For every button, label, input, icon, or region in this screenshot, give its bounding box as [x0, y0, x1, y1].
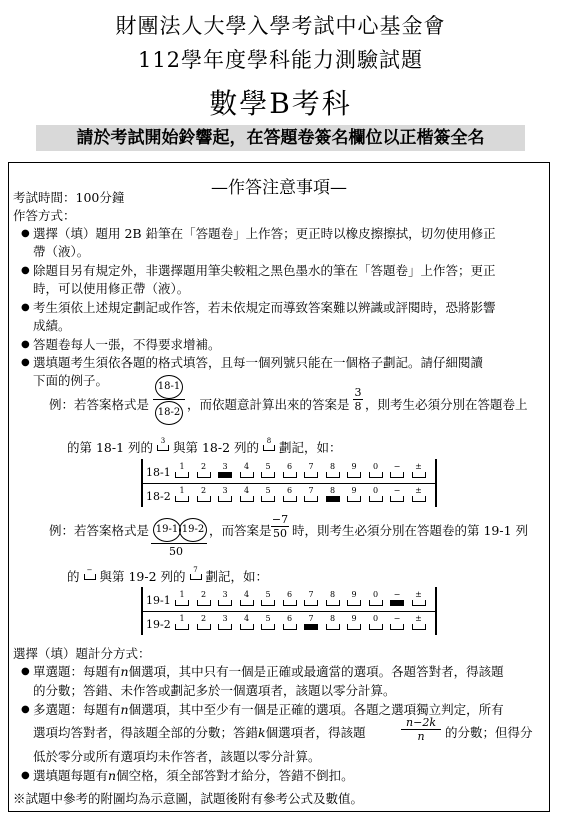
bubble-icon: [261, 624, 275, 630]
example1-line2-a: 的第 18-1 列的: [67, 440, 154, 455]
example2-prefix: 例：若答案格式是: [49, 523, 150, 538]
footnote: ※試題中參考的附圖均為示意圖，試題後附有參考公式及數值。: [13, 791, 364, 806]
bubble-icon: [197, 472, 211, 478]
answer-option[interactable]: [386, 614, 408, 630]
answer-row: [143, 461, 435, 483]
variable-n: n: [120, 702, 129, 717]
option-label: 6: [286, 486, 293, 495]
option-label: 2: [200, 462, 207, 471]
option-label: 5: [265, 462, 271, 471]
answer-option[interactable]: [300, 486, 322, 502]
answer-option[interactable]: [193, 590, 215, 606]
variable-n: n: [108, 768, 117, 783]
bubble-icon: [412, 472, 426, 478]
bubble-icon: [326, 472, 340, 478]
variable-k: k: [258, 725, 266, 740]
bubble-icon: [347, 624, 361, 630]
option-label: −: [393, 614, 401, 623]
option-label: 5: [265, 614, 271, 623]
filled-bubble-icon: [390, 600, 404, 606]
option-label: 7: [308, 614, 314, 623]
bubble-icon: [283, 472, 297, 478]
row-label: 18-2: [146, 490, 171, 503]
mark-symbol: [190, 567, 202, 583]
row-label: 19-1: [146, 594, 171, 607]
bullet-icon: ●: [21, 265, 30, 276]
scoring-line: [33, 768, 354, 783]
example2-line2-b: 與第 19-2 列的: [99, 569, 186, 584]
answer-option[interactable]: [365, 462, 387, 478]
answer-option[interactable]: [279, 486, 301, 502]
example1-line2: [67, 438, 342, 455]
scoring-text: 個空格，須全部答對才給分，答錯不倒扣。: [116, 768, 354, 783]
bubble-icon: [197, 600, 211, 606]
answer-row: [143, 589, 435, 611]
answer-option[interactable]: [193, 462, 215, 478]
bubble-icon: [218, 624, 232, 630]
answer-option[interactable]: [236, 590, 258, 606]
method-heading: 作答方式：: [13, 208, 76, 223]
bubble-icon: [412, 624, 426, 630]
filled-bubble-icon: [218, 472, 232, 478]
scoring-text: 多選題：每題有: [33, 702, 121, 717]
bullet-icon: ●: [21, 302, 30, 313]
answer-option[interactable]: [343, 486, 365, 502]
answer-option[interactable]: [257, 462, 279, 478]
answer-option[interactable]: [322, 614, 344, 630]
bubble-icon: [261, 472, 275, 478]
scoring-line: [33, 725, 366, 740]
option-label: 9: [351, 462, 357, 471]
option-label: 9: [351, 590, 357, 599]
option-label: 4: [243, 486, 250, 495]
answer-option[interactable]: [300, 590, 322, 606]
option-label: 6: [286, 590, 293, 599]
answer-option[interactable]: [322, 462, 344, 478]
answer-option[interactable]: [408, 614, 430, 630]
option-label: 9: [351, 486, 357, 495]
bullet-icon: ●: [21, 339, 30, 350]
bubble-icon: [369, 624, 383, 630]
example2-mid: ，而答案是: [209, 523, 272, 538]
bubble-icon: [283, 624, 297, 630]
mark-symbol: [84, 567, 96, 583]
bullet-icon: ●: [21, 770, 30, 781]
option-label: −: [393, 590, 401, 599]
option-label: 0: [372, 462, 379, 471]
answer-grid-example1: [141, 459, 437, 507]
bullet-icon: ●: [21, 666, 30, 677]
option-label: 9: [351, 614, 357, 623]
bubble-icon: [197, 624, 211, 630]
answer-option[interactable]: [365, 486, 387, 502]
bubble-icon: [390, 496, 404, 502]
option-label: 6: [286, 614, 293, 623]
bubble-icon: [218, 496, 232, 502]
answer-option[interactable]: [214, 590, 236, 606]
example1-mid: ，而依題意計算出來的答案是: [187, 397, 350, 412]
answer-option[interactable]: [300, 462, 322, 478]
option-label: 7: [308, 590, 314, 599]
answer-option[interactable]: [214, 462, 236, 478]
option-label: 3: [222, 590, 228, 599]
fraction-denominator: n: [401, 729, 441, 743]
answer-option[interactable]: [279, 462, 301, 478]
option-label: 5: [265, 590, 271, 599]
option-label: 1: [179, 462, 185, 471]
bubble-icon: [283, 600, 297, 606]
option-label: 0: [372, 614, 379, 623]
option-label: 8: [329, 614, 336, 623]
answer-option[interactable]: [365, 590, 387, 606]
fraction-denominator: 8: [354, 400, 362, 413]
bubble-icon: [326, 600, 340, 606]
answer-option[interactable]: [408, 462, 430, 478]
bubble-icon: [390, 624, 404, 630]
example2-line2-a: 的: [67, 569, 80, 584]
option-label: ±: [415, 614, 422, 623]
answer-option[interactable]: [322, 486, 344, 502]
option-label: 6: [286, 462, 293, 471]
bubble-icon: [218, 600, 232, 606]
example2-line2: [67, 567, 268, 584]
answer-option[interactable]: [193, 486, 215, 502]
option-label: 1: [179, 614, 185, 623]
option-label: 4: [243, 590, 250, 599]
option-label: 7: [308, 462, 314, 471]
scoring-line: [33, 702, 504, 717]
exam-title: 112學年度學科能力測驗試題: [137, 48, 424, 72]
bubble-icon: [304, 600, 318, 606]
answer-option[interactable]: [322, 590, 344, 606]
option-label: −: [393, 462, 401, 471]
answer-slot-circle: 18-2: [155, 401, 183, 425]
subject-title: 數學B考科: [209, 87, 352, 120]
notice-box: [8, 162, 550, 812]
row-divider: [143, 483, 435, 484]
answer-option[interactable]: [386, 590, 408, 606]
answer-option[interactable]: [408, 486, 430, 502]
mark-digit: 8: [266, 437, 272, 445]
answer-row: [143, 485, 435, 507]
example1-suffix: ，則考生必須分別在答題卷上: [365, 397, 528, 412]
bubble-icon: [326, 624, 340, 630]
bubble-icon: [240, 472, 254, 478]
instruction-line: 成績。: [33, 318, 71, 333]
instruction-line: 考生須依上述規定劃記或作答，若未依規定而導致答案難以辨識或評閱時，恐將影響: [33, 300, 496, 315]
scoring-line: 低於零分或所有選項均未作答者，該題以零分計算。: [33, 749, 321, 764]
exam-time: 考試時間：100分鐘: [13, 190, 125, 205]
scoring-line: 的分數；答錯、未作答或劃記多於一個選項者，該題以零分計算。: [33, 683, 396, 698]
bubble-icon: [240, 624, 254, 630]
instruction-line: 選擇（填）題用 2B 鉛筆在「答題卷」上作答；更正時以橡皮擦擦拭，切勿使用修正: [33, 226, 496, 241]
answer-option[interactable]: [279, 614, 301, 630]
scoring-text: 單選題：每題有: [33, 664, 121, 679]
row-label: 19-2: [146, 618, 171, 631]
scoring-text: 選填題每題有: [33, 768, 109, 783]
row-label: 18-1: [146, 466, 171, 479]
instruction-line: 下面的例子。: [33, 373, 109, 388]
mark-symbol: [263, 438, 275, 454]
answer-option[interactable]: [257, 486, 279, 502]
bubble-icon: [369, 472, 383, 478]
answer-option[interactable]: [214, 486, 236, 502]
example2-line2-c: 劃記，如：: [205, 569, 268, 584]
bullet-icon: ●: [21, 228, 30, 239]
scoring-text: 個選項，其中至少有一個是正確的選項。各題之選項獨立判定，所有: [128, 702, 504, 717]
signature-banner: 請於考試開始鈴響起，在答題卷簽名欄位以正楷簽全名: [36, 125, 525, 151]
fraction-numerator: −7: [271, 513, 289, 526]
bubble-icon: [175, 496, 189, 502]
answer-slot-circle: 19-2: [179, 518, 207, 542]
bubble-icon: [84, 574, 96, 580]
bubble-icon: [347, 496, 361, 502]
option-label: ±: [415, 590, 422, 599]
answer-slot-circle: 19-1: [153, 518, 181, 542]
bubble-icon: [412, 600, 426, 606]
option-label: 2: [200, 486, 207, 495]
row-divider: [143, 611, 435, 612]
instruction-line: 選填題考生須依各題的格式填答，且每一個列號只能在一個格子劃記。請仔細閱讀: [33, 355, 484, 370]
option-label: 3: [222, 462, 228, 471]
bubble-icon: [283, 496, 297, 502]
score-fraction: [401, 716, 441, 743]
answer-option[interactable]: [236, 462, 258, 478]
option-label: 7: [308, 486, 314, 495]
answer-option[interactable]: [171, 486, 193, 502]
instruction-line: 答題卷每人一張，不得要求增補。: [33, 337, 221, 352]
bullet-icon: ●: [21, 704, 30, 715]
answer-option[interactable]: [171, 462, 193, 478]
scoring-heading: 選擇（填）題計分方式：: [13, 646, 151, 661]
answer-grid-example2: [141, 587, 437, 635]
answer-option[interactable]: [343, 462, 365, 478]
bullet-icon: ●: [21, 357, 30, 368]
instruction-line: 帶（液）。: [33, 244, 90, 259]
answer-option[interactable]: [236, 614, 258, 630]
bubble-icon: [347, 600, 361, 606]
option-label: ±: [415, 486, 422, 495]
answer-option[interactable]: [343, 590, 365, 606]
instruction-line: 時，可以使用修正帶（液）。: [33, 281, 190, 296]
org-title: 財團法人大學入學考試中心基金會: [115, 14, 446, 38]
mark-digit: 7: [193, 566, 198, 574]
instruction-line: 除題目另有規定外，非選擇題用筆尖較粗之黑色墨水的筆在「答題卷」上作答；更正: [33, 263, 496, 278]
bubble-icon: [369, 496, 383, 502]
bubble-icon: [261, 496, 275, 502]
bubble-icon: [369, 600, 383, 606]
option-label: 5: [265, 486, 271, 495]
scoring-text: 個選項，其中只有一個是正確或最適當的選項。各題答對者，得該題: [128, 664, 504, 679]
answer-option[interactable]: [257, 614, 279, 630]
option-label: 8: [329, 486, 336, 495]
bubble-icon: [347, 472, 361, 478]
answer-option[interactable]: [343, 614, 365, 630]
variable-n: n: [120, 664, 129, 679]
option-label: 2: [200, 590, 207, 599]
option-label: 4: [243, 614, 250, 623]
answer-option[interactable]: [257, 590, 279, 606]
bubble-icon: [261, 600, 275, 606]
option-label: 4: [243, 462, 250, 471]
mark-digit: 3: [160, 437, 166, 445]
bubble-icon: [240, 496, 254, 502]
bubble-icon: [390, 472, 404, 478]
bubble-icon: [175, 472, 189, 478]
example1-line2-c: 劃記，如：: [279, 440, 342, 455]
answer-option[interactable]: [300, 614, 322, 630]
fraction-bar: [153, 399, 185, 400]
scoring-text: 個選項者，得該題: [265, 725, 366, 740]
notice-title: —作答注意事項—: [211, 178, 347, 198]
answer-option[interactable]: [236, 486, 258, 502]
answer-option[interactable]: [171, 590, 193, 606]
option-label: 8: [329, 462, 336, 471]
option-label: 1: [179, 486, 185, 495]
option-label: −: [393, 486, 401, 495]
answer-option[interactable]: [171, 614, 193, 630]
option-label: 0: [372, 486, 379, 495]
scoring-line: [33, 664, 504, 679]
answer-slot-circle: 18-1: [155, 375, 183, 399]
answer-option[interactable]: [386, 486, 408, 502]
answer-row: [143, 613, 435, 635]
bubble-icon: [190, 574, 202, 580]
bubble-icon: [175, 624, 189, 630]
filled-bubble-icon: [326, 496, 340, 502]
filled-bubble-icon: [304, 624, 318, 630]
scoring-text: 選項均答對者，得該題全部的分數；答錯: [33, 725, 259, 740]
answer-option[interactable]: [279, 590, 301, 606]
bubble-icon: [304, 472, 318, 478]
example1-prefix: 例：若答案格式是: [49, 397, 150, 412]
mark-symbol: [157, 438, 169, 454]
answer-option[interactable]: [408, 590, 430, 606]
bubble-icon: [175, 600, 189, 606]
answer-fraction: [353, 386, 363, 413]
bubble-icon: [197, 496, 211, 502]
option-label: 1: [179, 590, 185, 599]
option-label: ±: [415, 462, 422, 471]
option-label: 0: [372, 590, 379, 599]
bubble-icon: [304, 496, 318, 502]
option-label: 8: [329, 590, 336, 599]
answer-option[interactable]: [365, 614, 387, 630]
fraction-denominator: 50: [273, 527, 287, 540]
example2-suffix: 時，則考生必須分別在答題卷的第 19-1 列: [292, 523, 529, 538]
format-denominator: 50: [169, 545, 183, 558]
answer-option[interactable]: [214, 614, 236, 630]
fraction-numerator: n−2k: [406, 716, 436, 729]
fraction-numerator: 3: [354, 386, 362, 399]
bubble-icon: [263, 445, 275, 451]
bubble-icon: [412, 496, 426, 502]
option-label: 2: [200, 614, 207, 623]
answer-fraction: [271, 513, 289, 540]
answer-option[interactable]: [386, 462, 408, 478]
example1-line2-b: 與第 18-2 列的: [173, 440, 260, 455]
bubble-icon: [240, 600, 254, 606]
option-label: 3: [222, 486, 228, 495]
answer-option[interactable]: [193, 614, 215, 630]
scoring-line: 的分數；但得分: [445, 725, 533, 740]
option-label: 3: [222, 614, 228, 623]
mark-digit: −: [86, 566, 93, 574]
bubble-icon: [157, 445, 169, 451]
